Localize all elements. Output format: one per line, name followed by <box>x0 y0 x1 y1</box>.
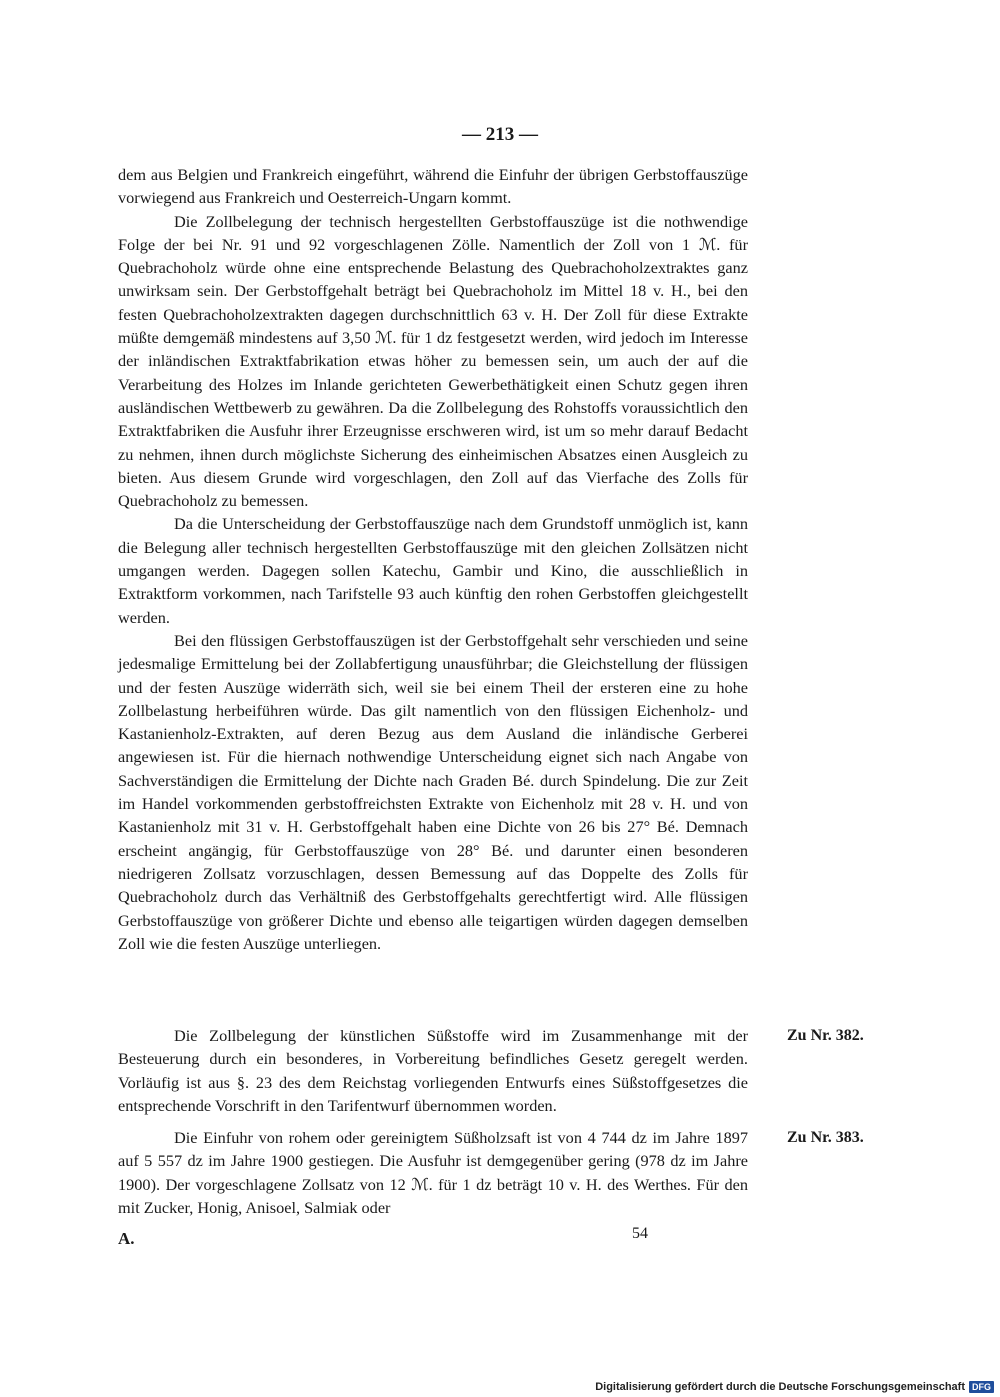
text-block-gerbstoff <box>118 163 748 955</box>
sheet-number: 54 <box>632 1225 648 1242</box>
margin-note-382: Zu Nr. 382. <box>787 1027 864 1044</box>
paragraph-fluessige-auszuege: Bei den flüssigen Gerbstoffauszügen ist der Gerbstoffgehalt sehr verschieden und seine jedesmalige Ermittelung bei der Zollabfertigung unausführbar; die Gleichstellung der flüssigen und der festen Auszüge widerräth sich, weil sie bei einem Theil der ersteren eine zu hohe Zollbelastung herbeiführen würde. Das gilt namentlich von den flüssigen Eichenholz- und Kastanienholz-Extrakten, auf deren Bezug aus dem Ausland die inländische Gerberei angewiesen ist. Für die hiernach nothwendige Unterscheidung eignet sich nach Angabe von Sachverständigen die Ermittelung der Dichte nach Graden Bé. durch Spindelung. Die zur Zeit im Handel vorkommenden gerbstoffreichsten Extrakte von Eichenholz mit 28 v. H. und von Kastanienholz mit 31 v. H. Gerbstoffgehalt haben eine Dichte von 26 bis 27° Bé. Demnach erscheint angängig, für Gerbstoffauszüge von 28° Bé. und darunter einen besonderen niedrigeren Zollsatz vorzuschlagen, dessen Bemessung auf das Doppelte des Zolls für Quebrachoholz durch das Verhältniß des Gerbstoffgehalts gerechtfertigt wird. Alle flüssigen Gerbstoffauszüge von größerer Dichte und ebenso alle teigartigen würden dagegen demselben Zoll wie die festen Auszüge unterliegen. <box>118 630 748 953</box>
paragraph-unterscheidung: Da die Unterscheidung der Gerbstoffauszüge nach dem Grundstoff unmöglich ist, kann die Belegung aller technisch hergestellten Gerbstoffauszüge mit den gleichen Zollsätzen nicht umgangen werden. Dagegen sollen Katechu, Gambir und Kino, die ausschließlich in Extraktform vorkommen, nach Tarifstelle 93 auch künftig den rohen Gerbstoffen gleichgestellt werden. <box>118 514 748 627</box>
margin-note-383: Zu Nr. 383. <box>787 1129 864 1146</box>
printer-signature: A. <box>118 1229 135 1248</box>
paragraph-suessholzsaft: Die Einfuhr von rohem oder gereinigtem Süßholzsaft ist von 4 744 dz im Jahre 1897 auf 5 557 dz im Jahre 1900 gestiegen. Die Ausfuhr ist demgegenüber gering (978 dz im Jahre 1900). Der vorgeschlagene Zollsatz von 12 ℳ. für 1 dz beträgt 10 v. H. des Werthes. Für den mit Zucker, Honig, Anisoel, Salmiak oder <box>118 1128 748 1217</box>
paragraph-continuation: dem aus Belgien und Frankreich eingeführt, während die Einfuhr der übrigen Gerbstoffauszüge vorwiegend aus Frankreich und Oesterreich-Ungarn kommt. <box>118 165 748 208</box>
paragraph-suessstoffe: Die Zollbelegung der künstlichen Süßstoffe wird im Zusammenhange mit der Besteuerung durch ein besonderes, in Vorbereitung befindliches Gesetz geregelt werden. Vorläufig ist aus §. 23 des dem Reichstag vorliegenden Entwurfs eines Süßstoffgesetzes die entsprechende Vorschrift in den Tarifentwurf übernommen worden. <box>118 1026 748 1115</box>
credit-text: Digitalisierung gefördert durch die Deutsche Forschungsgemeinschaft <box>595 1381 965 1393</box>
text-block-suessholzsaft <box>118 1126 748 1219</box>
text-block-suessstoffe <box>118 1024 748 1117</box>
paragraph-zollbelegung: Die Zollbelegung der technisch hergestellten Gerbstoffauszüge ist die nothwendige Folge der bei Nr. 91 und 92 vorgeschlagenen Zölle. Namentlich der Zoll von 1 ℳ. für Quebrachoholz würde ohne eine entsprechende Belastung des Quebrachoholzextraktes ganz unwirksam sein. Der Gerbstoffgehalt beträgt bei Quebrachoholz im Mittel 18 v. H., bei den festen Quebrachoholzextrakten dagegen durchschnittlich 63 v. H. Der Zoll für diese Extrakte müßte demgemäß mindestens auf 3,50 ℳ. für 1 dz festgesetzt werden, wird jedoch im Interesse der inländischen Extraktfabrikation etwas höher zu bemessen sein, um auch der auf die Verarbeitung des Holzes im Inlande gerichteten Gewerbethätigkeit einen Schutz gegen ihren ausländischen Wettbewerb zu gewähren. Da die Zollbelegung des Rohstoffs voraussichtlich den Extraktfabriken die Ausfuhr ihrer Erzeugnisse erschweren wird, ist um so mehr darauf Bedacht zu nehmen, ihnen durch möglichste Sicherung des einheimischen Absatzes einen Ausgleich zu bieten. Aus diesem Grunde wird vorgeschlagen, den Zoll auf das Vierfache des Zolls für Quebrachoholz zu bemessen. <box>118 211 748 511</box>
page-number: — 213 — <box>462 124 538 145</box>
digitization-credit <box>595 1381 994 1393</box>
dfg-logo-icon: DFG <box>969 1381 994 1393</box>
